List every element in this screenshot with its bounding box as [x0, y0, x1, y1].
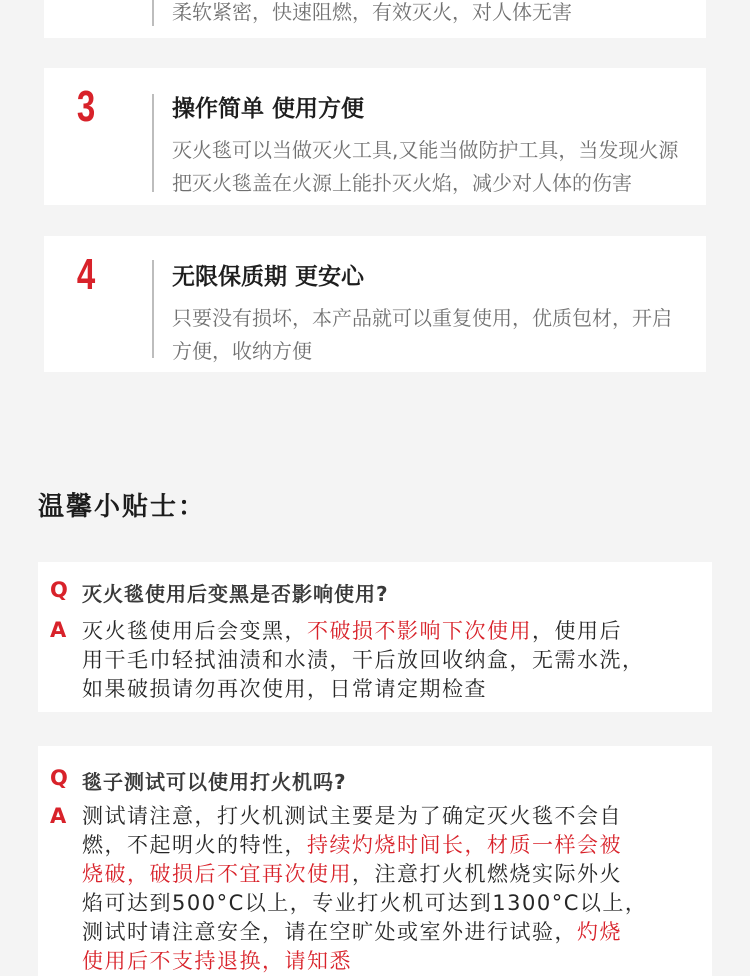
answer-line: [82, 860, 712, 889]
answer-line: [82, 831, 712, 860]
answer-text: [82, 617, 712, 704]
feature-card-3: [44, 68, 706, 205]
feature-card-4: [44, 236, 706, 372]
answer-segment: 灭火毯使用后会变黑，: [82, 619, 307, 643]
answer-line: [82, 947, 712, 976]
answer-line: [82, 802, 712, 831]
answer-highlight: 持续灼烧时间长，材质一样会被: [307, 833, 622, 857]
feature-description: [172, 302, 742, 368]
answer-line: [82, 889, 712, 918]
feature-title: 操作简单 使用方便: [172, 96, 365, 122]
question-mark-label: Q: [50, 766, 68, 790]
feature-description-line: 柔软紧密，快速阻燃，有效灭火，对人体无害: [172, 0, 572, 24]
feature-description: [172, 134, 742, 200]
feature-title: 无限保质期 更安心: [172, 264, 365, 290]
answer-line: [82, 646, 712, 675]
answer-line: [82, 617, 712, 646]
feature-description: [172, 0, 742, 29]
answer-segment: ，注意打火机燃烧实际外火: [352, 862, 622, 886]
answer-segment: 燃，不起明火的特性，: [82, 833, 307, 857]
tips-title: 温馨小贴士：: [38, 492, 207, 522]
feature-separator: [152, 94, 154, 192]
answer-segment: ，使用后: [532, 619, 622, 643]
answer-line: [82, 918, 712, 947]
answer-highlight: 灼烧: [577, 920, 622, 944]
answer-highlight: 不破损不影响下次使用: [307, 619, 532, 643]
question-text: 毯子测试可以使用打火机吗?: [82, 770, 347, 794]
feature-card-2: [44, 0, 706, 38]
feature-number: 4: [76, 250, 96, 299]
qa-card-1: [38, 562, 712, 712]
answer-segment: 测试时请注意安全，请在空旷处或室外进行试验，: [82, 920, 577, 944]
answer-segment: 焰可达到500°C以上，专业打火机可达到1300°C以上，: [82, 891, 648, 915]
feature-description-line: 灭火毯可以当做灭火工具,又能当做防护工具，当发现火源: [172, 138, 679, 162]
qa-card-2: [38, 746, 712, 976]
answer-text: [82, 802, 712, 976]
question-text: 灭火毯使用后变黑是否影响使用?: [82, 582, 389, 606]
answer-highlight: 使用后不支持退换，请知悉: [82, 949, 352, 973]
answer-segment: 如果破损请勿再次使用，日常请定期检查: [82, 677, 487, 701]
feature-description-line: 方便，收纳方便: [172, 339, 312, 363]
feature-separator: [152, 0, 154, 26]
feature-description-line: 把灭火毯盖在火源上能扑灭火焰，减少对人体的伤害: [172, 171, 632, 195]
answer-segment: 用干毛巾轻拭油渍和水渍，干后放回收纳盒，无需水洗，: [82, 648, 645, 672]
answer-line: [82, 675, 712, 704]
answer-mark-label: A: [50, 618, 67, 642]
answer-mark-label: A: [50, 804, 67, 828]
answer-segment: 测试请注意，打火机测试主要是为了确定灭火毯不会自: [82, 804, 622, 828]
question-mark-label: Q: [50, 578, 68, 602]
feature-description-line: 只要没有损坏，本产品就可以重复使用，优质包材，开启: [172, 306, 672, 330]
answer-highlight: 烧破，破损后不宜再次使用: [82, 862, 352, 886]
feature-number: 3: [76, 82, 96, 131]
feature-separator: [152, 260, 154, 358]
